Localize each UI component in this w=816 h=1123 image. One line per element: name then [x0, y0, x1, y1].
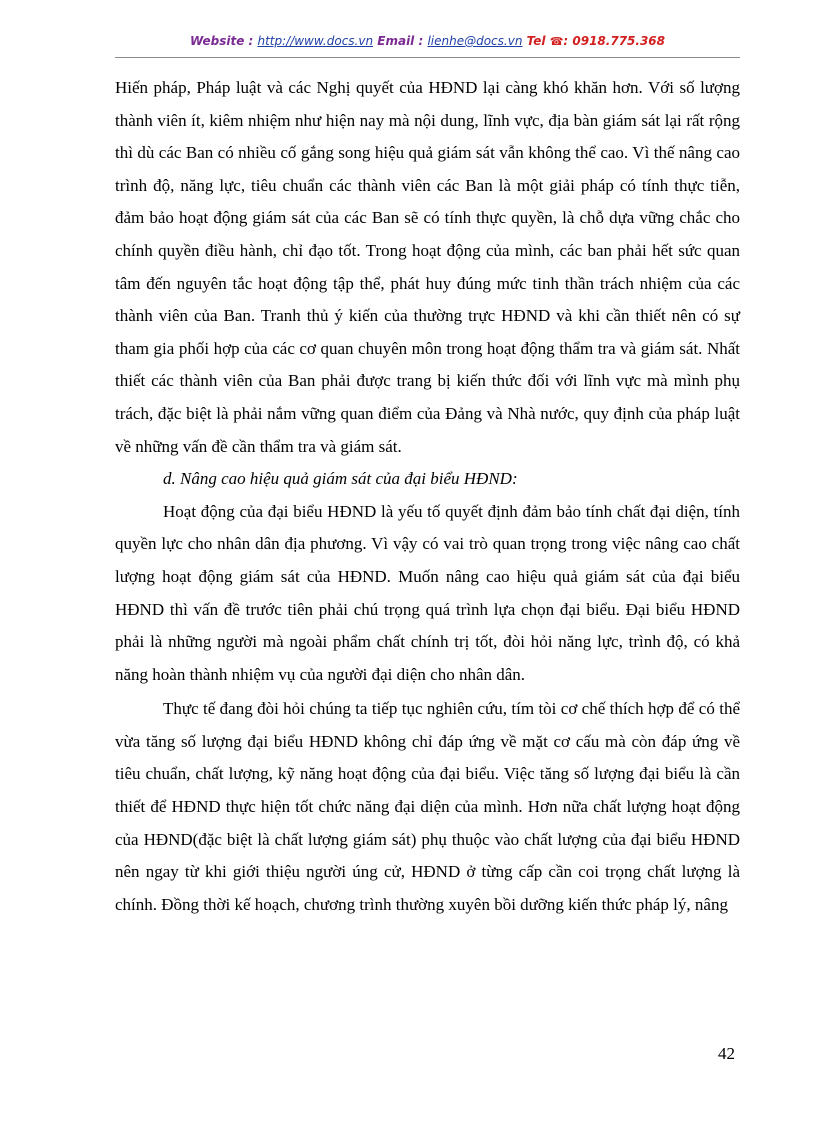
header-divider [115, 57, 740, 58]
email-label: Email : [377, 34, 428, 48]
page-number: 42 [718, 1044, 735, 1063]
tel-label: Tel [526, 34, 550, 48]
paragraph-2: Hoạt động của đại biểu HĐND là yếu tố quyết định đảm bảo tính chất đại diện, tính quyền lực cho nhân dân địa phương. Vì vậy có vai trò quan trọng trong việc nâng cao chất lượng hoạt động giám sát của HĐND. Muốn nâng cao hiệu quả giám sát của đại biểu HĐND thì vấn đề trước tiên phải chú trọng quá trình lựa chọn đại biểu. Đại biểu HĐND phải là những người mà ngoài phẩm chất chính trị tốt, đòi hỏi năng lực, trình độ, có khả năng hoàn thành nhiệm vụ của người đại diện cho nhân dân. [115, 501, 740, 684]
paragraph-3: Thực tế đang đòi hỏi chúng ta tiếp tục nghiên cứu, tím tòi cơ chế thích hợp để có thể vừa tăng số lượng đại biểu HĐND không chỉ đáp ứng về mặt cơ cấu mà còn đáp ứng về tiêu chuẩn, chất lượng, kỹ năng hoạt động của đại biểu. Việc tăng số lượng đại biểu là cần thiết để HĐND thực hiện tốt chức năng đại diện của mình. Hơn nữa chất lượng hoạt động của HĐND(đặc biệt là chất lượng giám sát) phụ thuộc vào chất lượng của đại biểu HĐND nên ngay từ khi giới thiệu người úng cử, HĐND ở từng cấp cần coi trọng chất lượng là chính. Đồng thời kế hoạch, chương trình thường xuyên bồi dưỡng kiến thức pháp lý, nâng [115, 699, 740, 914]
document-body [115, 72, 740, 921]
website-link[interactable]: http://www.docs.vn [257, 34, 374, 48]
website-label: Website : [190, 34, 258, 48]
telephone-icon: ☎ [549, 35, 564, 48]
paragraph-1: Hiến pháp, Pháp luật và các Nghị quyết của HĐND lại càng khó khăn hơn. Với số lượng thành viên ít, kiêm nhiệm như hiện nay mà nội dung, lĩnh vực, địa bàn giám sát lại rất rộng thì dù các Ban có nhiều cố gắng song hiệu quả giám sát vẫn không thể cao. Vì thế nâng cao trình độ, năng lực, tiêu chuẩn các thành viên các Ban là một giải pháp có tính thực tiễn, đảm bảo hoạt động giám sát của các Ban sẽ có tính thực quyền, là chỗ dựa vững chắc cho chính quyền điều hành, chỉ đạo tốt. Trong hoạt động của mình, các ban phải hết sức quan tâm đến nguyên tắc hoạt động tập thể, phát huy đúng mức tinh thần trách nhiệm của các thành viên của Ban. Tranh thủ ý kiến của thường trực HĐND và khi cần thiết nên có sự tham gia phối hợp của các cơ quan chuyên môn trong hoạt động thẩm tra và giám sát. Nhất thiết các thành viên của Ban phải được trang bị kiến thức đối với lĩnh vực mà mình phụ trách, đặc biệt là phải nắm vững quan điểm của Đảng và Nhà nước, quy định của pháp luật về những vấn đề cần thẩm tra và giám sát. [115, 78, 740, 456]
email-link[interactable]: lienhe@docs.vn [427, 34, 523, 48]
tel-number: : 0918.775.368 [563, 34, 665, 48]
section-heading-d: d. Nâng cao hiệu quả giám sát của đại biểu HĐND: [163, 469, 518, 489]
page-header [115, 34, 740, 54]
